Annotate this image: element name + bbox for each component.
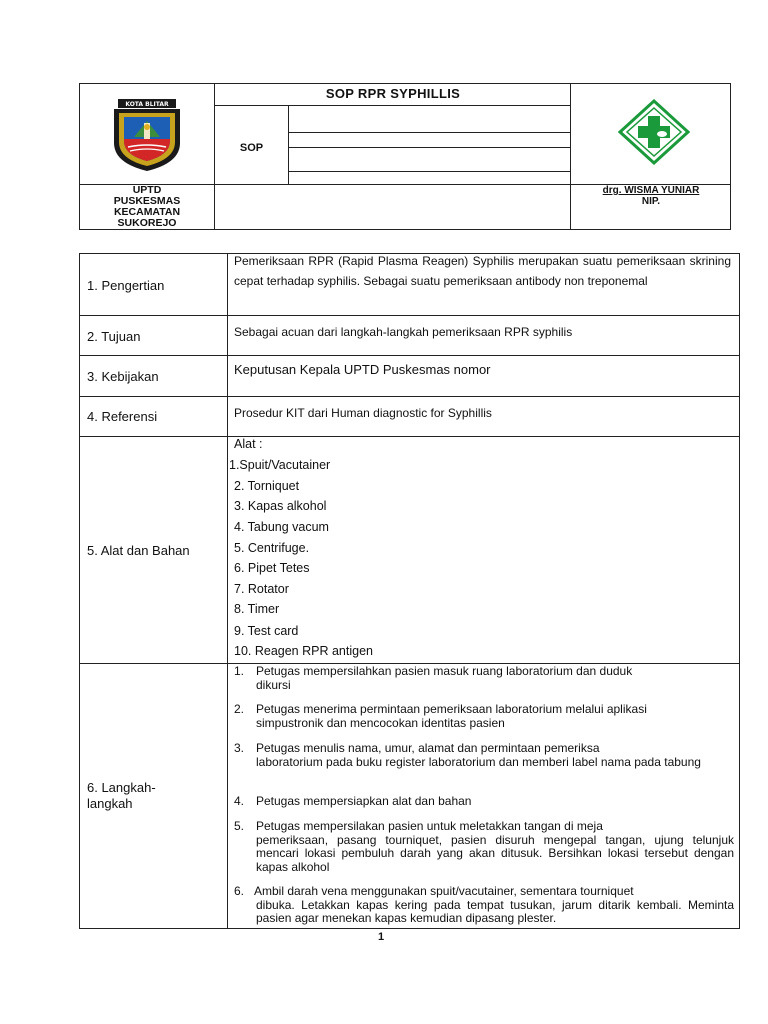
step-item xyxy=(234,885,734,926)
header-divider xyxy=(288,147,570,148)
step-text: Petugas mempersiapkan alat dan bahan xyxy=(256,794,472,808)
step-text-continued: pemeriksaan, pasang tourniquet, pasien disuruh mengepal tangan, ujung telunjuk mencari lokasi pembuluh darah yang akan ditusuk. Bersihkan lokasi tersebut dengan kapas alkohol xyxy=(256,832,734,874)
step-number: 3. xyxy=(234,741,245,755)
step-number: 1. xyxy=(234,664,245,678)
alat-heading: Alat : xyxy=(234,437,263,451)
step-number: 2. xyxy=(234,702,245,716)
header-divider xyxy=(288,105,289,184)
kebijakan-text: Keputusan Kepala UPTD Puskesmas nomor xyxy=(234,362,491,377)
header-divider xyxy=(288,132,570,133)
alat-item: 6. Pipet Tetes xyxy=(234,561,310,575)
signer-nip: NIP. xyxy=(641,196,661,207)
unit-name xyxy=(80,185,214,229)
step-number: 6. xyxy=(234,884,245,898)
step-text-continued: dikursi xyxy=(256,677,291,692)
step-text-continued: dibuka. Letakkan kapas kering pada tempat tusukan, jarum ditarik kembali. Meminta pasien agar menekan kapas kemudian dipasang plester. xyxy=(256,897,734,925)
pengertian-text: Pemeriksaan RPR (Rapid Plasma Reagen) Syphilis merupakan suatu pemeriksaan skrining cepat terhadap syphilis. Sebagai suatu pemeriksaan antibody non treponemal xyxy=(234,254,731,288)
step-text-continued: laboratorium pada buku register laboratorium dan memberi label nama pada tabung xyxy=(256,754,701,769)
row-label-pengertian: 1. Pengertian xyxy=(87,278,165,293)
step-number: 4. xyxy=(234,794,245,808)
label-line: 6. Langkah- xyxy=(87,780,156,795)
step-item xyxy=(234,742,734,769)
step-text: Petugas mempersilakan pasien untuk meletakkan tangan di meja xyxy=(256,819,603,833)
puskesmas-logo xyxy=(618,99,690,170)
row-label-referensi: 4. Referensi xyxy=(87,409,158,424)
row-divider xyxy=(80,355,739,356)
row-label-langkah xyxy=(87,780,156,812)
row-divider xyxy=(80,315,739,316)
alat-item: 7. Rotator xyxy=(234,582,289,596)
step-text-continued: simpustronik dan mencocokan identitas pasien xyxy=(256,715,505,730)
unit-line: SUKOREJO xyxy=(117,217,177,229)
sop-header-table xyxy=(79,83,731,230)
alat-item: 8. Timer xyxy=(234,602,280,616)
alat-item: 9. Test card xyxy=(234,624,299,638)
signer-block xyxy=(571,185,731,207)
referensi-text: Prosedur KIT dari Human diagnostic for Syphillis xyxy=(234,406,492,420)
tujuan-text: Sebagai acuan dari langkah-langkah pemeriksaan RPR syphilis xyxy=(234,325,573,339)
step-number: 5. xyxy=(234,819,245,833)
header-divider xyxy=(570,84,571,229)
crest-icon xyxy=(108,97,186,173)
step-text: Petugas menulis nama, umur, alamat dan permintaan pemeriksa xyxy=(256,741,600,755)
step-item xyxy=(234,665,734,692)
row-divider xyxy=(80,436,739,437)
row-divider xyxy=(80,396,739,397)
city-crest-logo xyxy=(80,84,214,185)
alat-item: 10. Reagen RPR antigen xyxy=(234,644,373,658)
sop-content-table xyxy=(79,253,740,929)
header-divider xyxy=(214,105,570,106)
alat-item: 1.Spuit/Vacutainer xyxy=(229,458,331,472)
header-divider xyxy=(288,171,570,172)
unit-line: UPTD xyxy=(132,184,162,196)
alat-item: 3. Kapas alkohol xyxy=(234,499,327,513)
label-line: langkah xyxy=(87,796,133,811)
step-item xyxy=(234,703,734,730)
step-item xyxy=(234,795,734,809)
unit-line: PUSKESMAS xyxy=(113,195,181,207)
row-label-tujuan: 2. Tujuan xyxy=(87,329,141,344)
step-item xyxy=(234,820,734,874)
sop-label: SOP xyxy=(239,142,264,154)
step-text: Petugas mempersilahkan pasien masuk ruang laboratorium dan duduk xyxy=(256,664,633,678)
crest-label: KOTA BLITAR xyxy=(125,100,169,108)
step-text: Ambil darah vena menggunakan spuit/vacutainer, sementara tourniquet xyxy=(254,884,634,898)
page-number: 1 xyxy=(378,931,385,943)
alat-item: 2. Torniquet xyxy=(234,479,300,493)
alat-item: 5. Centrifuge. xyxy=(234,541,310,555)
signer-name: drg. WISMA YUNIAR xyxy=(602,185,700,196)
alat-item: 4. Tabung vacum xyxy=(234,520,329,534)
row-label-kebijakan: 3. Kebijakan xyxy=(87,369,159,384)
sop-title: SOP RPR SYPHILLIS xyxy=(325,86,461,101)
step-text: Petugas menerima permintaan pemeriksaan laboratorium melalui aplikasi xyxy=(256,702,647,716)
row-label-alat: 5. Alat dan Bahan xyxy=(87,543,190,558)
unit-line: KECAMATAN xyxy=(113,206,181,218)
health-cross-icon xyxy=(618,99,690,165)
